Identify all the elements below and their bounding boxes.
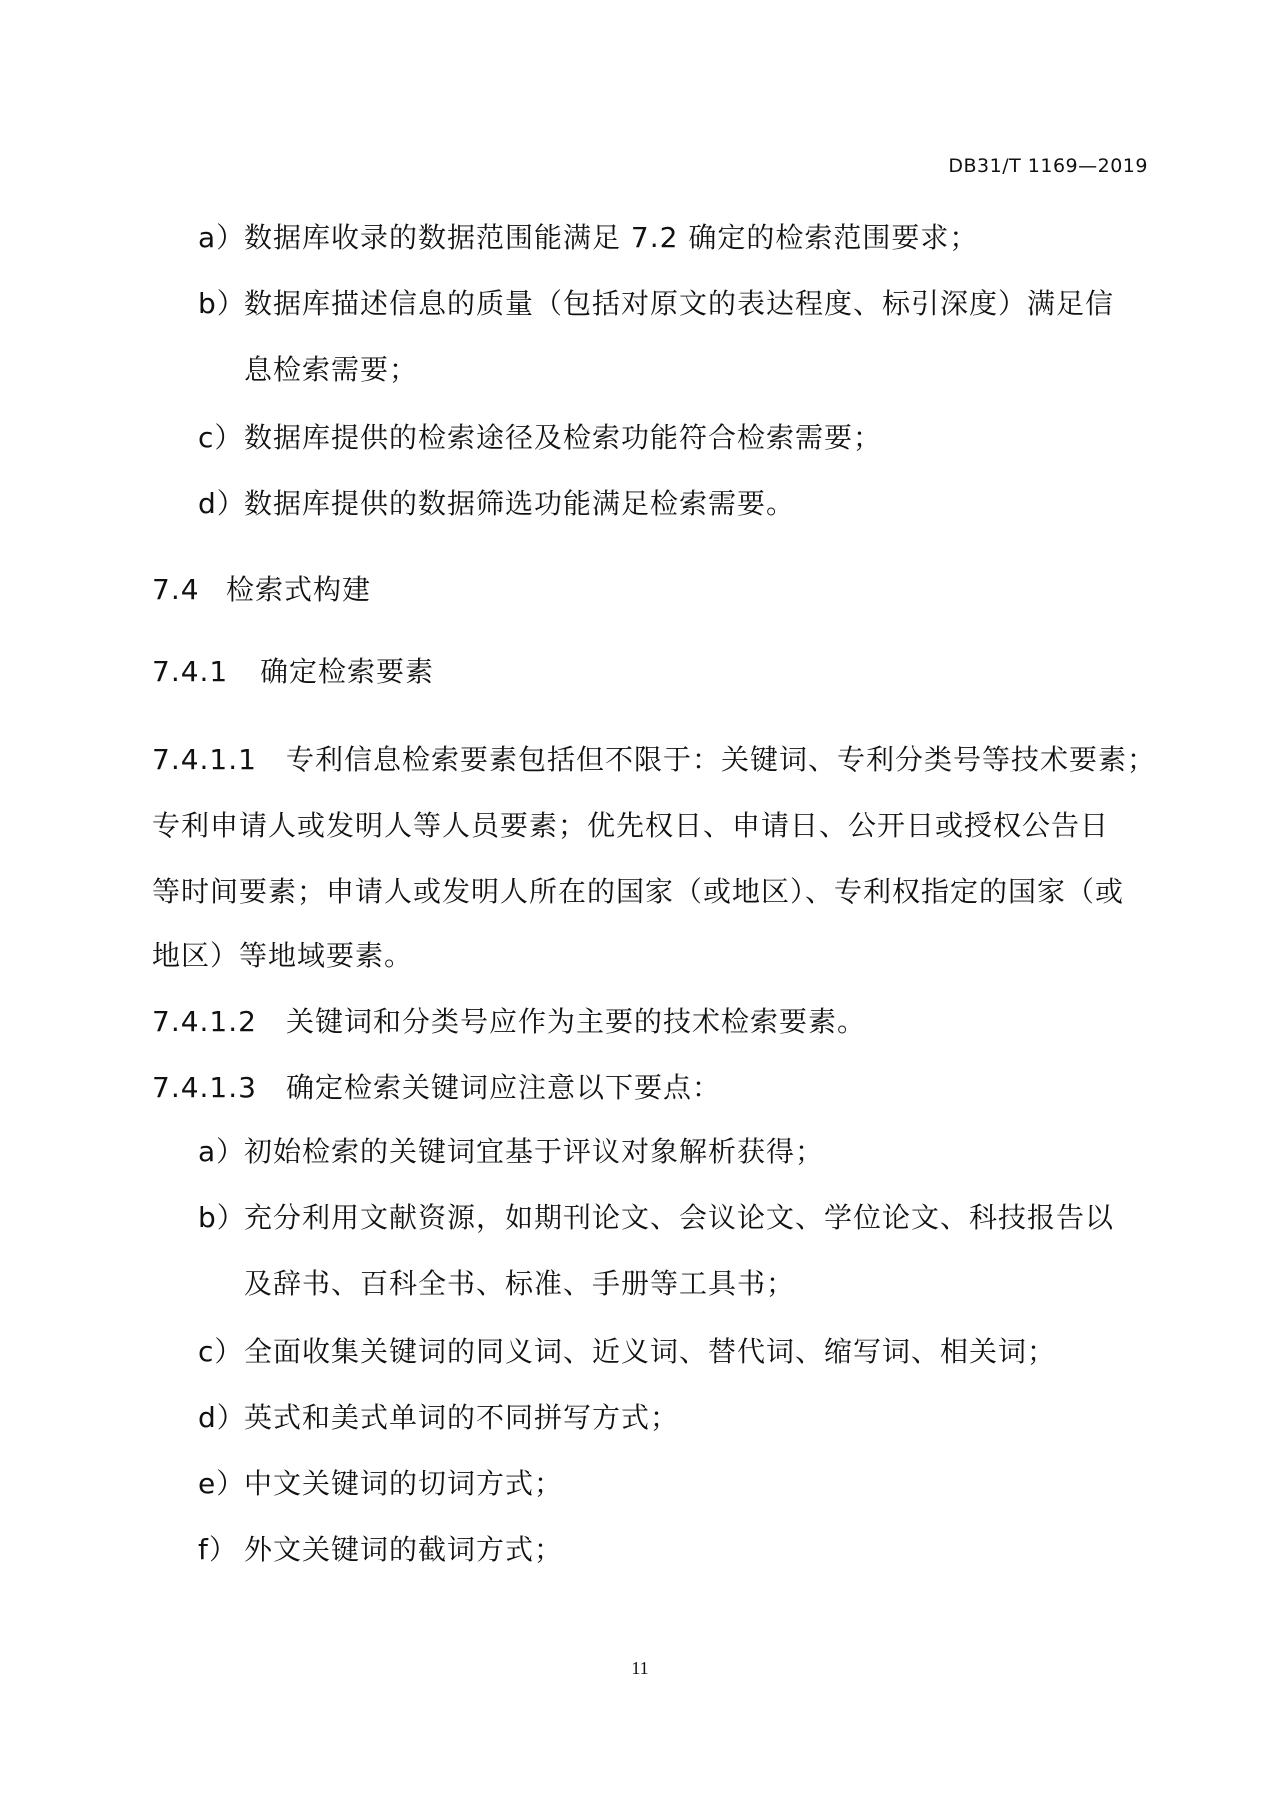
list-item — [198, 1530, 563, 1570]
list-label: e） — [198, 1467, 246, 1500]
list-text: 全面收集关键词的同义词、近义词、替代词、缩写词、相关词； — [244, 1335, 1057, 1368]
list-item — [198, 284, 1114, 324]
list-item-continuation: 息检索需要； — [244, 353, 419, 386]
list-label: c） — [198, 421, 244, 454]
subsection-number: 7.4.1 — [152, 655, 229, 688]
list-label: a） — [198, 221, 246, 254]
list-item — [198, 1132, 824, 1172]
list-text: 数据库提供的数据筛选功能满足检索需要。 — [244, 487, 796, 520]
section-heading — [152, 570, 371, 610]
clause-text: 等时间要素；申请人或发明人所在的国家（或地区）、专利权指定的国家（或 — [152, 875, 1125, 908]
list-item — [198, 418, 882, 458]
list-label: f） — [198, 1533, 238, 1566]
clause-text: 确定检索关键词应注意以下要点： — [286, 1071, 722, 1104]
list-text: 数据库提供的检索途径及检索功能符合检索需要； — [244, 421, 883, 454]
list-item — [198, 1398, 679, 1438]
clause-number: 7.4.1.3 — [152, 1071, 257, 1104]
list-label: d） — [198, 1401, 246, 1434]
list-item — [198, 484, 795, 524]
list-text: 数据库描述信息的质量（包括对原文的表达程度、标引深度）满足信 — [244, 287, 1115, 320]
subsection-title: 确定检索要素 — [260, 655, 435, 688]
list-item — [198, 1464, 563, 1504]
list-text: 初始检索的关键词宜基于评议对象解析获得； — [244, 1135, 825, 1168]
clause-paragraph — [152, 740, 1156, 780]
clause-text: 地区）等地域要素。 — [152, 939, 414, 972]
list-item — [198, 1198, 1114, 1238]
list-label: b） — [198, 1201, 246, 1234]
clause-paragraph — [152, 1068, 721, 1108]
list-item — [198, 218, 978, 258]
list-text: 数据库收录的数据范围能满足 7.2 确定的检索范围要求； — [244, 221, 979, 254]
clause-text: 专利申请人或发明人等人员要素；优先权日、申请日、公开日或授权公告日 — [152, 809, 1110, 842]
list-text: 中文关键词的切词方式； — [244, 1467, 564, 1500]
document-id: DB31/T 1169—2019 — [948, 155, 1148, 177]
section-number: 7.4 — [152, 573, 200, 606]
list-item — [198, 1332, 1056, 1372]
list-item-continuation: 及辞书、百科全书、标准、手册等工具书； — [244, 1267, 796, 1300]
clause-number: 7.4.1.2 — [152, 1005, 257, 1038]
list-label: d） — [198, 487, 246, 520]
clause-text: 关键词和分类号应作为主要的技术检索要素。 — [286, 1005, 867, 1038]
section-title: 检索式构建 — [226, 573, 372, 606]
clause-number: 7.4.1.1 — [152, 743, 257, 776]
page-number: 11 — [631, 1658, 649, 1678]
subsection-heading — [152, 652, 434, 692]
clause-paragraph — [152, 1002, 866, 1042]
clause-text: 专利信息检索要素包括但不限于：关键词、专利分类号等技术要素； — [286, 743, 1157, 776]
list-label: b） — [198, 287, 246, 320]
list-label: a） — [198, 1135, 246, 1168]
list-label: c） — [198, 1335, 244, 1368]
list-text: 充分利用文献资源，如期刊论文、会议论文、学位论文、科技报告以 — [244, 1201, 1115, 1234]
list-text: 英式和美式单词的不同拼写方式； — [244, 1401, 680, 1434]
list-text: 外文关键词的截词方式； — [244, 1533, 564, 1566]
